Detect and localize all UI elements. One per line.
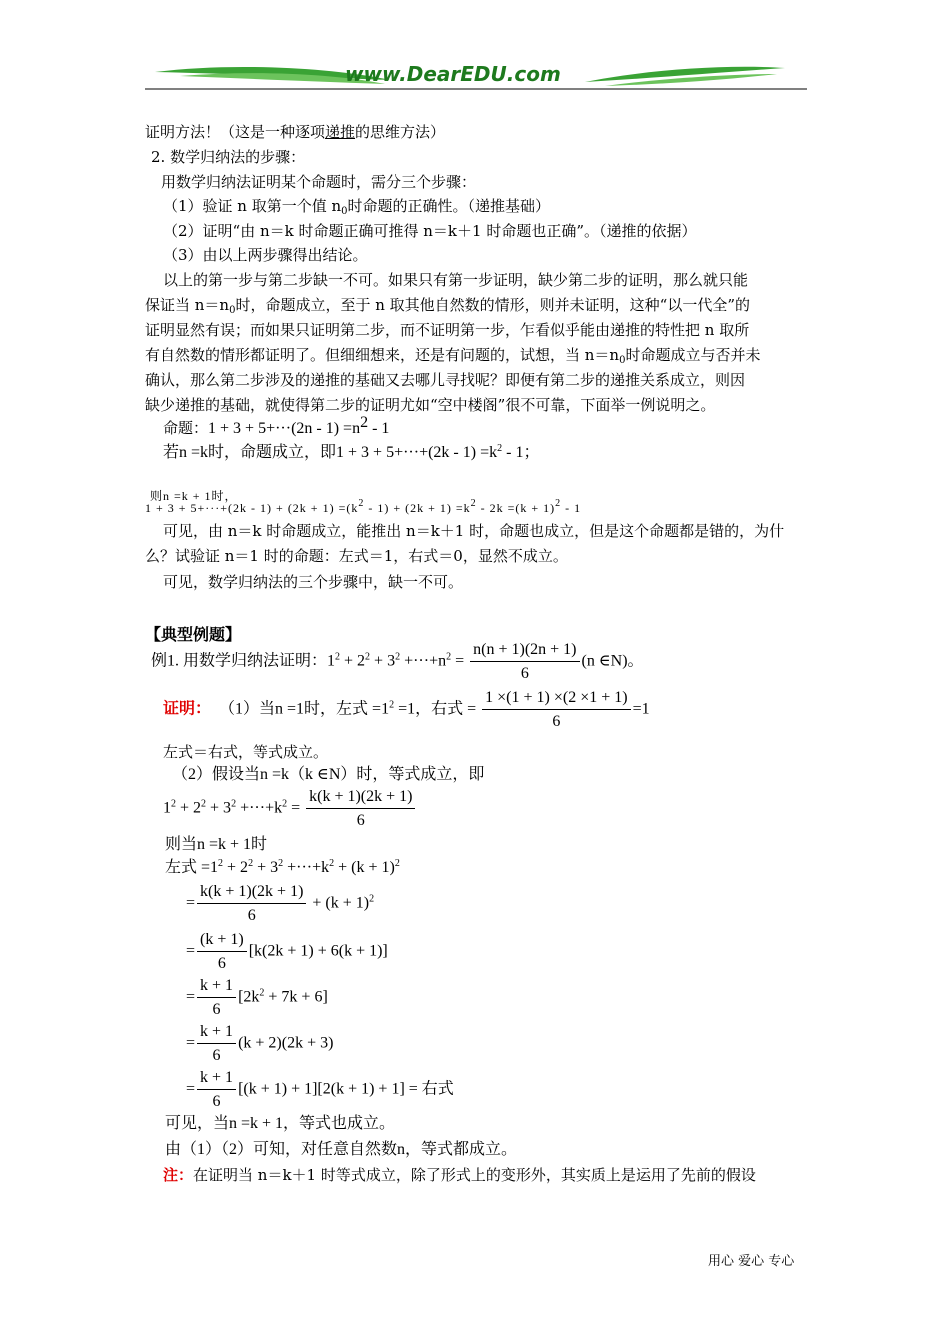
fraction: $\frac{(k + 1)}{6}$ [197,930,247,974]
fraction: $\frac{k(k + 1)(2k + 1)}{6}$ [197,882,306,926]
steps-lead: 用数学归纳法证明某个命题时，需分三个步骤： [161,173,477,191]
fraction: $\frac{k(k + 1)(2k + 1)}{6}$ [306,787,415,831]
section-heading: 【典型例题】 [145,625,242,644]
proposition-line: 命题：$1 + 3 + 5+\cdot\cdot\cdot(2n - 1) =n^2 - 1$ [163,414,390,437]
steps-heading: 2. 数学归纳法的步骤： [151,148,306,166]
then-line-small: 则n =k + 1时， [150,489,238,503]
conclusion-line-2: 由（1）（2）可知，对任意自然数n，等式都成立。 [165,1141,518,1158]
intro-line1: 证明方法！（这是一种逐项递推的思维方法） [145,123,446,141]
step-3: （3）由以上两步骤得出结论。 [163,246,368,264]
counter-line-1: 可见，由 n＝k 时命题成立，能推出 n＝k＋1 时，命题也成立，但是这个命题都是错的，为什 [163,522,785,540]
derivation-step-3: = $\frac{k + 1}{6}$ $[2k^2 + 7k + 6]$ [186,977,328,1018]
fraction: $\frac{1 \times(1 + 1) \times(2 \times 1 + 1)}{6}$ [482,688,630,732]
proof-step-2-assumption: （2）假设当n =k（k ∈N）时，等式成立，即 [172,766,485,783]
note-label: 注： [163,1166,194,1184]
para-line-6: 缺少递推的基础，就使得第二步的证明尤如“空中楼阁”很不可靠，下面举一例说明之。 [145,396,716,414]
para-line-3: 证明显然有误；而如果只证明第二步，而不证明第一步，乍看似乎能由递推的特性把 n 取所 [145,321,750,339]
long-derivation-line: $1 + 3 + 5+\cdot\cdot\cdot+(2k - 1) + (2k + 1) =(k^2 - 1) + (2k + 1) =k^2 - 2k =(k + 1)^2 - 1$ [145,498,582,515]
derivation-step-2: = $\frac{(k + 1)}{6}$ [k(2k + 1) + 6(k + 1)] [186,931,388,972]
example-1-statement: 例1. 用数学归纳法证明：$1^2 + 2^2 + 3^2 +\cdot\cdot\cdot+n^2$ = $\frac{n(n + 1)(2n + 1)}{6}$ (n ∈N)。 [151,641,644,682]
para-line-4: 有自然数的情形都证明了。但细细想来，还是有问题的，试想，当 $n=n_0$时命题成立与否并未 [145,346,761,366]
header-logo [145,60,807,94]
fraction: $\frac{k + 1}{6}$ [197,1022,236,1066]
counter-line-2: 么？试验证 n＝1 时的命题：左式＝1，右式＝0，显然不成立。 [145,547,568,565]
note-line: 注：在证明当 n＝k＋1 时等式成立，除了形式上的变形外，其实质上是运用了先前的假设 [163,1166,756,1184]
proof-step-1: 证明： （1）当n =1时，左式 $=1^2 =1$，右式 = $\frac{1 \times(1 + 1) \times(2 \times 1 + 1)}{6}$ =1 [163,689,650,730]
derivation-step-5: = $\frac{k + 1}{6}$ [(k + 1) + 1][2(k + 1) + 1] = 右式 [186,1069,454,1110]
hypothesis-equation: $1^2 + 2^2 + 3^2 +\cdot\cdot\cdot+k^2$ = $\frac{k(k + 1)(2k + 1)}{6}$ [163,787,417,831]
fraction: $\frac{k + 1}{6}$ [197,976,236,1020]
logo-text: www.DearEDU.com [345,62,561,86]
step-2: （2）证明“由 n＝k 时命题正确可推得 n＝k＋1 时命题也正确”。（递推的依据） [163,222,697,240]
proof-label: 证明： [163,700,212,718]
derivation-step-4: = $\frac{k + 1}{6}$ (k + 2)(2k + 3) [186,1023,334,1064]
fraction: $\frac{n(n + 1)(2n + 1)}{6}$ [470,640,579,684]
then-line: 则当n =k + 1时 [165,836,268,853]
para-line-2: 保证当 $n=n_0$时，命题成立，至于 n 取其他自然数的情形，则并未证明，这种“以一代全”的 [145,296,751,316]
footer-text: 用心 爱心 专心 [708,1254,795,1269]
para-line-1: 以上的第一步与第二步缺一不可。如果只有第一步证明，缺少第二步的证明，那么就只能 [163,271,749,289]
derivation-step-1: = $\frac{k(k + 1)(2k + 1)}{6}$ + $(k + 1)^2$ [186,883,375,924]
conclusion-line-1: 可见，当n =k + 1，等式也成立。 [165,1115,396,1132]
counter-line-3: 可见，数学归纳法的三个步骤中，缺一不可。 [163,573,464,591]
proof-step-1-result: 左式＝右式，等式成立。 [163,743,329,761]
assumption-line: 若n =k时，命题成立，即$1 + 3 + 5+\cdot\cdot\cdot+(2k - 1) =k^2 - 1$； [163,443,540,461]
step-1: （1）验证 n 取第一个值 $n_0$时命题的正确性。（递推基础） [163,197,551,217]
fraction: $\frac{k + 1}{6}$ [197,1068,236,1112]
lhs-expansion: 左式 $=1^2 + 2^2 + 3^2 +\cdot\cdot\cdot+k^2 + (k + 1)^2$ [165,858,400,876]
para-line-5: 确认，那么第二步涉及的递推的基础又去哪儿寻找呢？即便有第二步的递推关系成立，则因 [145,371,746,389]
